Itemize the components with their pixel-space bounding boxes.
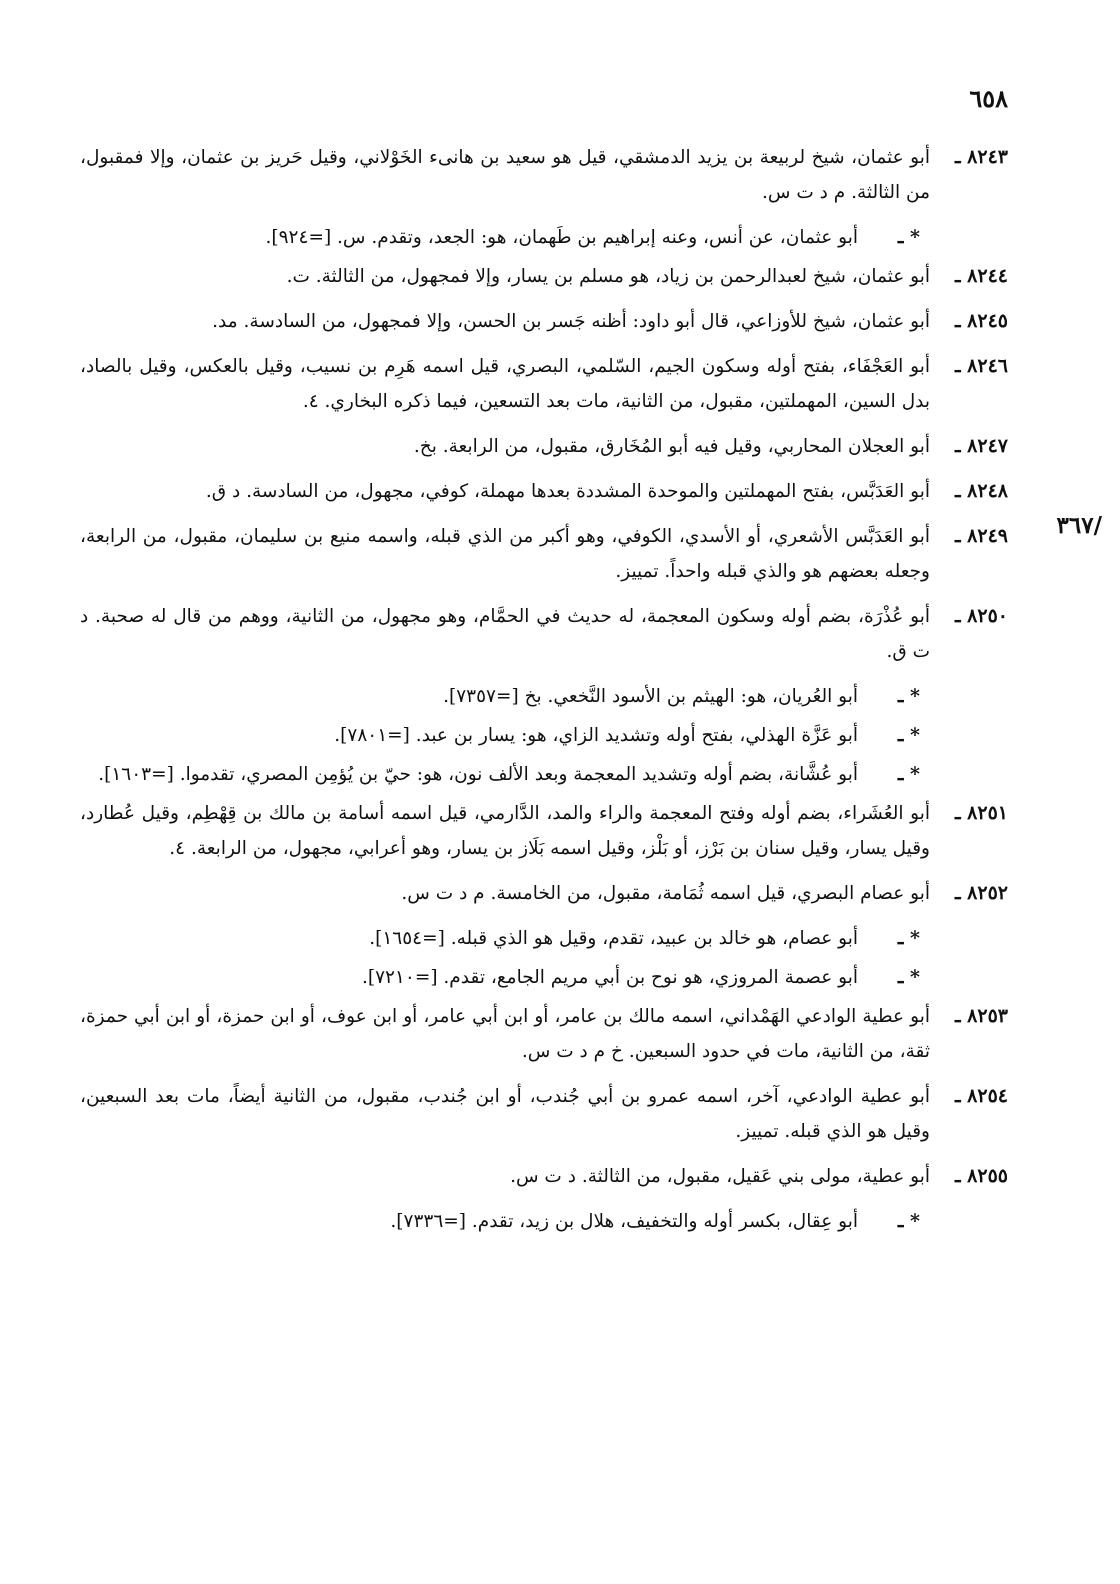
entry-text: أبو عثمان، شيخ لعبدالرحمن بن زياد، هو مسلم بن يسار، وإلا فمجهول، من الثالثة. ت. bbox=[286, 266, 930, 287]
cross-reference-entry bbox=[80, 1204, 1008, 1239]
entry-number: ٨٢٥٥ ـ bbox=[954, 1165, 1008, 1187]
entry-8254 bbox=[80, 1079, 1008, 1149]
entry-8245 bbox=[80, 304, 1008, 339]
asterisk-marker: * ـ bbox=[897, 226, 920, 248]
entry-number: ٨٢٤٥ ـ bbox=[954, 310, 1008, 332]
entry-number: ٨٢٥١ ـ bbox=[954, 802, 1008, 824]
asterisk-marker: * ـ bbox=[897, 724, 920, 746]
cross-reference-entry bbox=[80, 718, 1008, 753]
entry-8253 bbox=[80, 999, 1008, 1069]
entry-text: أبو العُريان، هو: الهيثم بن الأسود النَّخعي. بخ [=٧٣٥٧]. bbox=[443, 686, 858, 707]
entry-8246 bbox=[80, 349, 1008, 419]
entry-text: أبو عُشَّانة، بضم أوله وتشديد المعجمة وبعد الألف نون، هو: حيّ بن يُؤمِن المصري، تقدموا. [=١٦٠٣]. bbox=[98, 764, 858, 785]
entry-text: أبو عثمان، عن أنس، وعنه إبراهيم بن طَهمان، هو: الجعد، وتقدم. س. [=٩٢٤]. bbox=[265, 227, 858, 248]
entry-text: أبو عِقال، بكسر أوله والتخفيف، هلال بن زيد، تقدم. [=٧٣٣٦]. bbox=[390, 1211, 858, 1232]
page-number: ٦٥٨ bbox=[969, 84, 1008, 113]
entry-text: أبو عطية الوادعي الهَمْداني، اسمه مالك بن عامر، أو ابن أبي عامر، أو ابن عوف، أو ابن حمزة، أو ابن أبي حمزة، ثقة، من الثانية، مات في حدود السبعين. خ م د ت س. bbox=[80, 1006, 930, 1062]
asterisk-marker: * ـ bbox=[897, 1210, 920, 1232]
entry-8248 bbox=[80, 474, 1008, 509]
entry-text: أبو عصام، هو خالد بن عبيد، تقدم، وقيل هو الذي قبله. [=١٦٥٤]. bbox=[369, 928, 858, 949]
asterisk-marker: * ـ bbox=[897, 966, 920, 988]
entry-text: أبو العجلان المحاربي، وقيل فيه أبو المُخَارق، مقبول، من الرابعة. بخ. bbox=[413, 436, 930, 457]
entry-text: أبو العَجْفَاء، بفتح أوله وسكون الجيم، السّلمي، البصري، قيل اسمه هَرِم بن نسيب، وقيل بالعكس، وقيل بالصاد، بدل السين، المهملتين، مقبول، من الثانية، مات بعد التسعين، فيما ذكره البخاري. ٤. bbox=[80, 356, 930, 412]
entry-text: أبو عُذْرَة، بضم أوله وسكون المعجمة، له حديث في الحمَّام، وهو مجهول، من الثانية، ووهم من قال له صحبة. د ت ق. bbox=[80, 606, 930, 662]
entry-8249 bbox=[80, 519, 1008, 589]
margin-reference: /٣٦٧ bbox=[1056, 512, 1102, 539]
entry-text: أبو عثمان، شيخ لربيعة بن يزيد الدمشقي، قيل هو سعيد بن هانىء الخَوْلاني، وقيل حَريز بن عثمان، وإلا فمقبول، من الثالثة. م د ت س. bbox=[80, 147, 930, 203]
entry-number: ٨٢٥٢ ـ bbox=[954, 882, 1008, 904]
entry-text: أبو العَدَبَّس الأشعري، أو الأسدي، الكوفي، وهو أكبر من الذي قبله، واسمه منيع بن سليمان، مقبول، من الرابعة، وجعله بعضهم هو والذي قبله واحداً. تمييز. bbox=[80, 526, 930, 582]
asterisk-marker: * ـ bbox=[897, 685, 920, 707]
entry-text: أبو عطية الوادعي، آخر، اسمه عمرو بن أبي جُندب، أو ابن جُندب، مقبول، من الثانية أيضاً، مات بعد السبعين، وقيل هو الذي قبله. تمييز. bbox=[80, 1086, 930, 1142]
entries-list bbox=[80, 140, 1008, 1243]
entry-8251 bbox=[80, 796, 1008, 866]
entry-8243 bbox=[80, 140, 1008, 210]
entry-8252 bbox=[80, 876, 1008, 911]
asterisk-marker: * ـ bbox=[897, 763, 920, 785]
entry-text: أبو العَدَبَّس، بفتح المهملتين والموحدة المشددة بعدها مهملة، كوفي، مجهول، من السادسة. د ق. bbox=[205, 481, 930, 502]
entry-number: ٨٢٤٤ ـ bbox=[954, 265, 1008, 287]
entry-number: ٨٢٥٠ ـ bbox=[954, 605, 1008, 627]
cross-reference-entry bbox=[80, 757, 1008, 792]
entry-number: ٨٢٤٧ ـ bbox=[954, 435, 1008, 457]
entry-text: أبو عثمان، شيخ للأوزاعي، قال أبو داود: أظنه جَسر بن الحسن، وإلا فمجهول، من السادسة. مد. bbox=[212, 311, 930, 332]
entry-number: ٨٢٤٩ ـ bbox=[954, 525, 1008, 547]
entry-text: أبو عصام البصري، قيل اسمه ثُمَامة، مقبول، من الخامسة. م د ت س. bbox=[401, 883, 930, 904]
entry-number: ٨٢٤٣ ـ bbox=[954, 146, 1008, 168]
entry-text: أبو عطية، مولى بني عَقيل، مقبول، من الثالثة. د ت س. bbox=[510, 1166, 930, 1187]
entry-number: ٨٢٥٤ ـ bbox=[954, 1085, 1008, 1107]
entry-text: أبو عصمة المروزي، هو نوح بن أبي مريم الجامع، تقدم. [=٧٢١٠]. bbox=[361, 967, 858, 988]
cross-reference-entry bbox=[80, 220, 1008, 255]
cross-reference-entry bbox=[80, 921, 1008, 956]
cross-reference-entry bbox=[80, 960, 1008, 995]
asterisk-marker: * ـ bbox=[897, 927, 920, 949]
entry-number: ٨٢٤٦ ـ bbox=[954, 355, 1008, 377]
entry-text: أبو العُشَراء، بضم أوله وفتح المعجمة والراء والمد، الدَّارمي، قيل اسمه أسامة بن مالك بن قِهْطِم، وقيل عُطارد، وقيل يسار، وقيل سنان بن بَرْز، أو بَلْز، وقيل اسمه بَلَاز بن يسار، وهو أعرابي، مجهول، من الرابعة. ٤. bbox=[80, 803, 930, 859]
entry-8244 bbox=[80, 259, 1008, 294]
entry-8255 bbox=[80, 1159, 1008, 1194]
entry-number: ٨٢٤٨ ـ bbox=[954, 480, 1008, 502]
entry-8247 bbox=[80, 429, 1008, 464]
entry-text: أبو عَزَّة الهذلي، بفتح أوله وتشديد الزاي، هو: يسار بن عبد. [=٧٨٠١]. bbox=[334, 725, 858, 746]
cross-reference-entry bbox=[80, 679, 1008, 714]
entry-number: ٨٢٥٣ ـ bbox=[954, 1005, 1008, 1027]
entry-8250 bbox=[80, 599, 1008, 669]
